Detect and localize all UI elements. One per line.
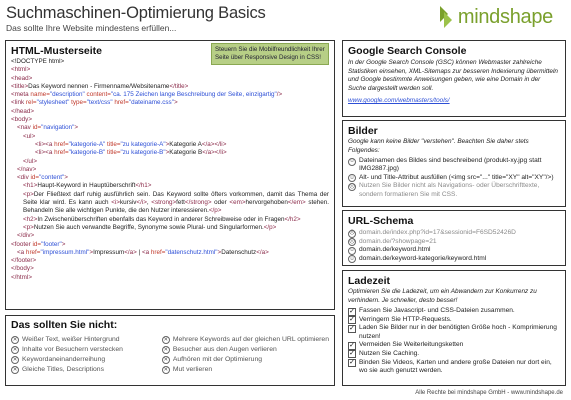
code-token: > <box>89 248 94 256</box>
url-list <box>348 229 560 263</box>
code-token: </strong> <box>184 199 212 207</box>
code-token: <link <box>11 99 25 107</box>
code-line <box>11 141 329 149</box>
list-item <box>348 307 560 316</box>
list-item <box>11 365 154 375</box>
code-token: > <box>74 124 79 132</box>
code-token: title= <box>105 140 121 148</box>
code-token: fett <box>176 199 185 207</box>
code-token: <meta <box>11 91 29 99</box>
code-token: Das Keyword nennen - Firmenname/Websitename <box>28 82 170 90</box>
code-token: id= <box>28 174 40 182</box>
list-item <box>348 182 560 199</box>
code-token: id= <box>30 124 42 132</box>
page-header <box>6 4 266 33</box>
search-console-text: In der Google Search Console (GSC) können Webmaster zahlreiche Statistiken einsehen, XML-Sitemaps zur besseren Indexierung übermitteln und Google bestimmte Anweisungen geben, wie eine Domain in der Suche dargestellt werden soll. <box>348 59 558 92</box>
list-item-label: Mehrere Keywords auf der gleichen URL optimieren <box>172 336 329 343</box>
code-token: "impressum.html" <box>40 248 90 256</box>
checkbox-checked-icon: ✓ <box>349 316 355 324</box>
page-subtitle: Das sollte Ihre Website mindestens erfüllen... <box>6 23 177 33</box>
code-token: Haupt-Keyword in Hauptüberschrift <box>37 182 136 190</box>
code-token: </head> <box>11 107 35 115</box>
code-token: <head> <box>11 74 33 82</box>
brand-logo <box>438 4 553 30</box>
images-intro: Google kann keine Bilder "verstehen". Beachten Sie daher stets Folgendes: <box>348 138 529 154</box>
code-token: <li><a <box>35 140 53 148</box>
smiley-icon: ☺ <box>349 158 355 165</box>
checkbox-checked-icon: ✓ <box>349 324 355 332</box>
list-item-label: Laden Sie Bilder nur in der benötigten Größe hoch - Komprimierung nutzen! <box>359 324 557 340</box>
list-item-label: Verringern Sie HTTP-Requests. <box>359 315 452 323</box>
code-token: <div <box>17 174 29 182</box>
code-token: <p> <box>23 190 34 198</box>
code-token: </p> <box>208 207 222 215</box>
code-token: </body> <box>11 265 34 273</box>
list-item <box>162 355 329 365</box>
search-console-heading: Google Search Console <box>348 45 467 57</box>
code-token: "zu kategorie-A" <box>120 140 166 148</box>
code-line <box>11 91 329 99</box>
list-item-label: domain.de/keyword.html <box>359 246 431 253</box>
search-console-box <box>342 40 566 117</box>
html-example-box <box>5 40 335 310</box>
code-token: </i> <box>136 199 147 207</box>
code-token: "zu kategorie-B" <box>120 149 166 157</box>
code-token: </ul> <box>23 157 38 165</box>
checkbox-checked-icon: ✓ <box>349 341 355 349</box>
code-token: <strong> <box>151 199 177 207</box>
url-scheme-heading: URL-Schema <box>348 215 414 227</box>
responsive-tip: Steuern Sie die Mobilfreundlichkeit Ihrer Seite über Responsive Design in CSS! <box>211 43 329 65</box>
code-token: "ca. 175 Zeichen lange Beschreibung der Seite, einzigartig" <box>110 91 277 99</box>
code-token: <footer <box>11 240 31 248</box>
code-line <box>11 182 329 190</box>
code-token: href= <box>52 140 69 148</box>
code-token: In Zwischenüberschriften ebenfalls das Keyword in anderer Schreibweise oder in Fragen <box>37 215 285 223</box>
page-title: Suchmaschinen-Optimierung Basics <box>6 4 266 22</box>
code-token: </em> <box>287 199 306 207</box>
cancel-circle-icon: ✕ <box>163 367 169 373</box>
list-item <box>348 255 560 264</box>
list-item <box>162 335 329 345</box>
code-line <box>11 191 329 216</box>
list-item-label: Alt- und Title-Attribut ausfüllen (<img src="..." title="XY" alt="XY"/>) <box>359 173 554 181</box>
code-token: , <box>146 199 152 207</box>
cancel-circle-icon: ✕ <box>12 357 18 363</box>
code-token: href= <box>52 149 69 157</box>
code-token: "datenschutz.html" <box>165 248 218 256</box>
code-token: "kategorie-A" <box>68 140 106 148</box>
smiley-icon: ☺ <box>349 247 355 254</box>
code-line <box>11 166 329 174</box>
code-token: </title> <box>169 82 189 90</box>
donts-list <box>11 335 329 375</box>
cancel-circle-icon: ✕ <box>163 357 169 363</box>
code-token: </div> <box>17 232 35 240</box>
code-token: <li><a <box>35 149 53 157</box>
code-token: Nutzen Sie auch verwandte Begriffe, Synonyme sowie Plural- und Singularformen. <box>33 223 264 231</box>
list-item <box>348 316 560 325</box>
frown-icon: ☹ <box>349 238 355 245</box>
code-token: id= <box>30 240 42 248</box>
code-token: kursiv <box>119 199 137 207</box>
code-token: type= <box>69 99 87 107</box>
list-item <box>11 335 154 345</box>
code-token: href= <box>112 99 129 107</box>
code-token: "stylesheet" <box>36 99 70 107</box>
code-line <box>11 149 329 157</box>
list-item <box>11 355 154 365</box>
code-token: <body> <box>11 116 33 124</box>
list-item-label: Inhalte vor Besuchern verstecken <box>22 346 123 353</box>
code-line <box>11 274 329 282</box>
images-box <box>342 120 566 207</box>
code-token: <html> <box>11 66 31 74</box>
code-token: Der Fließtext darf ruhig ausführlich sein. Das Keyword sollte öfters vorkommen, damit das Thema der Seite klar wird. Es kann auch <box>23 190 329 207</box>
code-token: Kategorie B <box>169 149 203 157</box>
code-token: "content" <box>39 174 65 182</box>
code-token: hervorgehoben <box>245 199 288 207</box>
cancel-circle-icon: ✕ <box>163 347 169 353</box>
code-token: <ul> <box>23 132 36 140</box>
list-item <box>348 324 560 341</box>
list-item <box>348 229 560 238</box>
code-token: name= <box>28 91 50 99</box>
code-token: /> <box>276 91 283 99</box>
code-token: oder <box>211 199 230 207</box>
html-box-heading: HTML-Musterseite <box>11 45 103 57</box>
code-token: </a> <box>124 248 137 256</box>
code-line <box>11 265 329 273</box>
checkbox-checked-icon: ✓ <box>349 359 355 367</box>
code-line <box>11 241 329 249</box>
list-item <box>11 345 154 355</box>
list-item <box>348 341 560 350</box>
code-token: > <box>217 248 222 256</box>
code-line <box>11 116 329 124</box>
list-item <box>348 238 560 247</box>
code-token: href= <box>149 248 166 256</box>
code-token: <a <box>17 248 25 256</box>
list-item-label: Fassen Sie Javascript- und CSS-Dateien zusammen. <box>359 307 515 314</box>
cancel-circle-icon: ✕ <box>12 367 18 373</box>
code-token: title= <box>105 149 121 157</box>
code-example <box>11 58 329 282</box>
list-item-label: Besucher aus den Augen verlieren <box>172 346 277 353</box>
images-list <box>348 157 560 199</box>
code-token: </p> <box>263 223 277 231</box>
code-token: > <box>173 99 178 107</box>
code-token: "navigation" <box>41 124 75 132</box>
code-token: <p> <box>23 223 34 231</box>
code-token: </html> <box>11 273 32 281</box>
code-token: <i> <box>111 199 120 207</box>
code-token: "dateiname.css" <box>128 99 174 107</box>
code-token: </footer> <box>11 257 37 265</box>
code-token: Datenschutz <box>221 248 257 256</box>
code-token: </h1> <box>135 182 152 190</box>
donts-box <box>5 315 335 386</box>
code-line <box>11 232 329 240</box>
list-item-label: Aufhören mit der Optimierung <box>172 356 262 363</box>
code-token: <em> <box>229 199 246 207</box>
code-line <box>11 133 329 141</box>
frown-icon: ☹ <box>349 183 355 190</box>
code-token: Impressum <box>93 248 125 256</box>
code-token: </a></li> <box>202 149 227 157</box>
mindshape-logo-icon <box>438 4 456 30</box>
list-item <box>162 345 329 355</box>
code-token: <!DOCTYPE html> <box>11 58 65 65</box>
list-item-label: domain.de/keyword-kategorie/keyword.html <box>359 254 487 262</box>
code-line <box>11 66 329 74</box>
code-token: | <box>136 248 142 256</box>
list-item <box>162 365 329 375</box>
list-item-label: Dateinamen des Bildes sind beschreibend (produkt-xy.jpg statt IMG2887.jpg) <box>359 157 542 173</box>
list-item-label: Nutzen Sie Bilder nicht als Navigations- oder Überschrifttexte, sondern formatieren Sie mit CSS. <box>359 182 540 198</box>
code-line <box>11 83 329 91</box>
donts-heading: Das sollten Sie nicht: <box>11 319 118 331</box>
code-token: </nav> <box>17 165 37 173</box>
code-line <box>11 158 329 166</box>
code-token: <nav <box>17 124 31 132</box>
load-time-list <box>348 307 560 376</box>
code-token: > <box>61 240 66 248</box>
code-token: "description" <box>49 91 85 99</box>
logo-text: mindshape <box>457 5 553 28</box>
cancel-circle-icon: ✕ <box>163 337 169 343</box>
code-line <box>11 99 329 107</box>
list-item-label: Mut verlieren <box>172 366 213 373</box>
search-console-link[interactable]: www.google.com/webmasters/tools/ <box>348 97 450 104</box>
code-token: content= <box>84 91 111 99</box>
code-token: <title> <box>11 82 29 90</box>
load-time-box <box>342 270 566 386</box>
code-token: > <box>165 149 170 157</box>
list-item-label: Keywordaneinanderreihung <box>22 356 106 363</box>
list-item-label: domain.de/?showpage=21 <box>359 237 437 245</box>
list-item-label: Gleiche Titles, Descriptions <box>22 366 104 373</box>
list-item-label: Vermeiden Sie Weiterleitungsketten <box>359 341 464 349</box>
code-line <box>11 124 329 132</box>
code-token: "kategorie-B" <box>68 149 106 157</box>
code-token: </a> <box>256 248 269 256</box>
code-token: <h1> <box>23 182 38 190</box>
code-token: > <box>165 140 170 148</box>
images-heading: Bilder <box>348 125 378 137</box>
list-item-label: Nutzen Sie Caching. <box>359 349 420 357</box>
list-item-label: Binden Sie Videos, Karten und andere große Dateien nur dort ein, wo sie auch genutzt werden. <box>359 358 552 375</box>
code-token: </h2> <box>284 215 301 223</box>
code-line <box>11 257 329 265</box>
code-token: </a></li> <box>201 140 227 148</box>
code-token: rel= <box>24 99 37 107</box>
list-item-label: Weißer Text, weißer Hintergrund <box>22 336 120 343</box>
list-item <box>348 350 560 359</box>
list-item-label: domain.de/index.php?id=17&sessionid=F6SD52426D <box>359 229 516 236</box>
code-token: > <box>64 174 68 182</box>
code-line <box>11 216 329 224</box>
code-token: "text/css" <box>86 99 113 107</box>
code-line <box>11 249 329 257</box>
code-token: Kategorie A <box>169 140 202 148</box>
load-time-intro: Optimieren Sie die Ladezeit, um ein Abwandern zur Konkurrenz zu verhindern. Je schneller, desto besser! <box>348 288 537 304</box>
frown-icon: ☹ <box>349 230 355 237</box>
code-token: <a <box>141 248 150 256</box>
smiley-icon: ☺ <box>349 175 355 182</box>
code-line <box>11 174 329 182</box>
code-line <box>11 224 329 232</box>
smiley-icon: ☺ <box>349 255 355 262</box>
cancel-circle-icon: ✕ <box>12 347 18 353</box>
url-scheme-box <box>342 210 566 266</box>
code-token: <h2> <box>23 215 38 223</box>
list-item <box>348 157 560 174</box>
list-item <box>348 246 560 255</box>
code-token: stehen. Behandeln Sie alle wichtigen Punkte, die den Nutzer interessieren. <box>23 199 330 215</box>
code-token: href= <box>24 248 41 256</box>
code-line <box>11 108 329 116</box>
code-line <box>11 75 329 83</box>
checkbox-checked-icon: ✓ <box>349 307 355 315</box>
page-footer: Alle Rechte bei mindshape GmbH - www.mindshape.de <box>415 390 563 396</box>
code-token: "footer" <box>41 240 62 248</box>
list-item <box>348 359 560 376</box>
checkbox-checked-icon: ✓ <box>349 350 355 358</box>
cancel-circle-icon: ✕ <box>12 337 18 343</box>
load-time-heading: Ladezeit <box>348 275 391 287</box>
